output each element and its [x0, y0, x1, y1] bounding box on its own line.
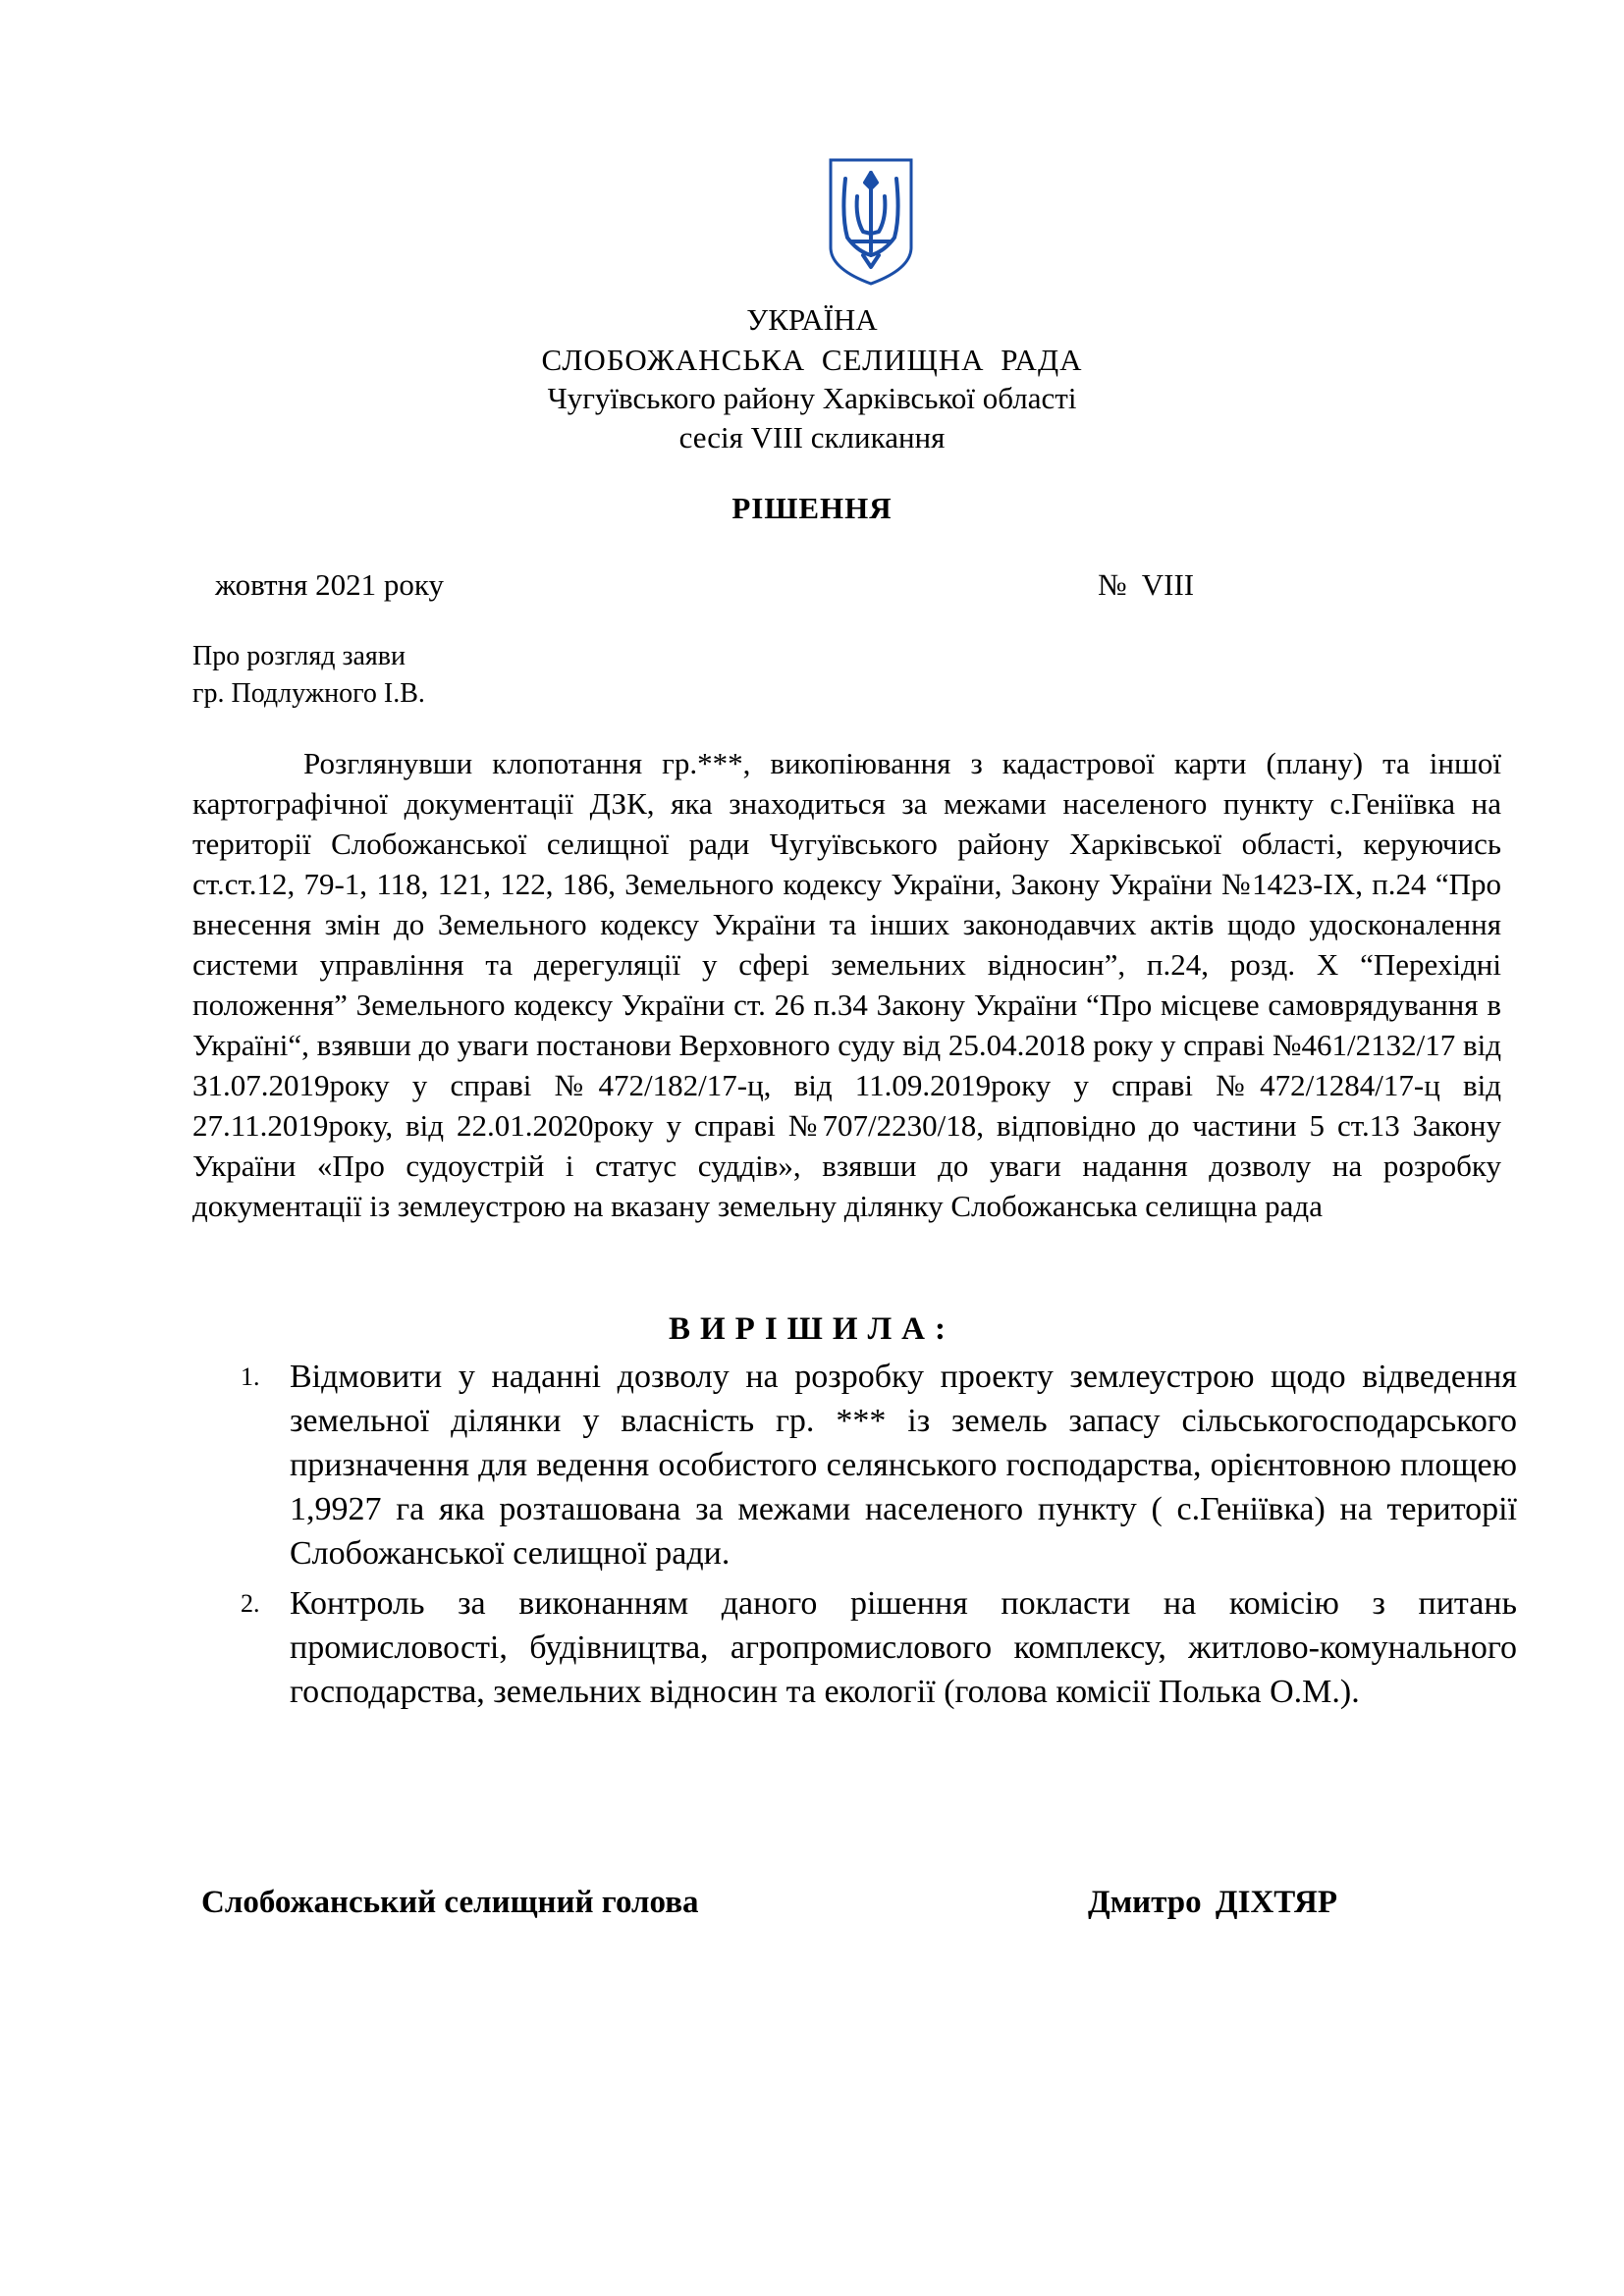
ukraine-trident-icon — [828, 157, 914, 287]
signatory-name: Дмитро ДІХТЯР — [1088, 1885, 1338, 1920]
document-title: РІШЕННЯ — [731, 491, 893, 525]
item-text: Контроль за виконанням даного рішення покласти на комісію з питань промисловості, будівництва, агропромислового комплексу, житлово-комунального господарства, земельних відносин та екології (голова комісії Полька О.М.). — [290, 1585, 1517, 1710]
resolution-item — [241, 1355, 1517, 1575]
resolution-item — [241, 1581, 1517, 1714]
document-subject — [192, 638, 425, 713]
country-heading: УКРАЇНА — [746, 302, 878, 337]
resolution-list — [241, 1355, 1517, 1720]
council-heading: СЛОБОЖАНСЬКА СЕЛИЩНА РАДА — [541, 343, 1083, 377]
document-date: жовтня 2021 року — [215, 567, 445, 602]
signatory-role: Слобожанський селищний голова — [201, 1885, 699, 1920]
subject-line-1: Про розгляд заяви — [192, 641, 406, 671]
session-heading: сесія VIII скликання — [678, 420, 946, 454]
subject-line-2: гр. Подлужного І.В. — [192, 678, 425, 709]
preamble-paragraph: Розглянувши клопотання гр.***, викопіювання з кадастрової карти (плану) та іншої картографічної документації ДЗК, яка знаходиться за межами населеного пункту с.Геніївка на території Слобожанської селищної ради Чугуївського району Харківської області, керуючись ст.ст.12, 79-1, 118, 121, 122, 186, Земельного кодексу України, Закону України №1423-IX, п.24 “Про внесення змін до Земельного кодексу України та інших законодавчих актів щодо удосконалення системи управління та дерегуляції у сфері земельних відносин”, п.24, розд. X “Перехідні положення” Земельного кодексу України ст. 26 п.34 Закону України “Про місцеве самоврядування в Україні“, взявши до уваги постанови Верховного суду від 25.04.2018 року у справі №461/2132/17 від 31.07.2019року у справі №472/182/17-ц, від 11.09.2019року у справі №472/1284/17-ц від 27.11.2019року, від 22.01.2020року у справі №707/2230/18, відповідно до частини 5 ст.13 Закону України «Про судоустрій і статус суддів», взявши до уваги надання дозволу на розробку документації із землеустрою на вказану земельну ділянку Слобожанська селищна рада — [192, 746, 1501, 1223]
document-number: № VIII — [1098, 567, 1195, 602]
item-number: 1. — [241, 1362, 260, 1391]
resolved-heading: ВИРІШИЛА: — [669, 1311, 955, 1347]
district-heading: Чугуївського району Харківської області — [547, 381, 1077, 415]
item-number: 2. — [241, 1589, 260, 1618]
item-text: Відмовити у наданні дозволу на розробку проекту землеустрою щодо відведення земельної ділянки у власність гр. *** із земель запасу сільськогосподарського призначення для ведення особистого селянського господарства, орієнтовною площею 1,9927 га яка розташована за межами населеного пункту ( с.Геніївка) на території Слобожанської селищної ради. — [290, 1359, 1517, 1572]
